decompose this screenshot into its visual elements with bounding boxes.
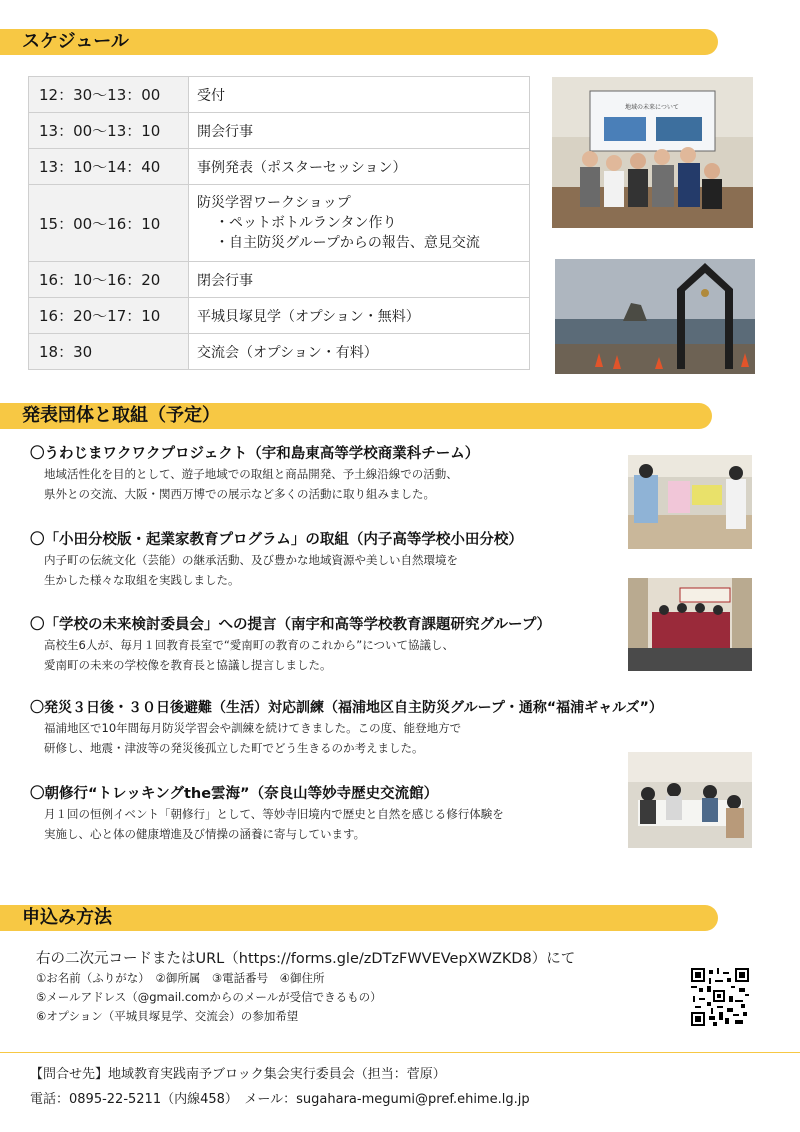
schedule-desc-workshop: [189, 185, 530, 262]
presentation-title: 〇朝修行“トレッキングthe雲海”（奈良山等妙寺歴史交流館）: [30, 786, 439, 802]
asa-shugyo-meeting-photo: [628, 752, 752, 848]
schedule-row: [29, 113, 530, 149]
group-presentation-photo: [552, 77, 753, 228]
schedule-row: [29, 334, 530, 370]
schedule-time: 13：00〜13：10: [29, 113, 189, 149]
presentation-title: 〇「小田分校版・起業家教育プログラム」の取組（内子高等学校小田分校）: [30, 532, 523, 548]
apply-item: ①お名前（ふりがな） ②御所属 ③電話番号 ④御住所: [36, 971, 325, 985]
apply-title: 申込み方法: [22, 907, 112, 928]
groups-title: 発表団体と取組（予定）: [22, 405, 220, 426]
presentation-text: 内子町の伝統文化（芸能）の継承活動、及び豊かな地域資源や美しい自然環境を: [44, 553, 458, 567]
uwajima-project-photo: [628, 455, 752, 549]
schedule-time: 12：30〜13：00: [29, 77, 189, 113]
schedule-sub-item: ・自主防災グループからの報告、意見交流: [215, 235, 480, 251]
schedule-title: スケジュール: [22, 31, 129, 52]
presentation-text: 月１回の恒例イベント「朝修行」として、等妙寺旧境内で歴史と自然を感じる修行体験を: [44, 807, 504, 821]
schedule-row: [29, 262, 530, 298]
schedule-time: 15：00〜16：10: [29, 185, 189, 262]
apply-lead-text: 右の二次元コードまたはURL（https://forms.gle/zDTzFWVEVepXWZKD8）にて: [36, 951, 576, 967]
presentation-item: [30, 698, 663, 758]
presentation-text: 高校生6人が、毎月１回教育長室で“愛南町の教育のこれから”について協議し、: [44, 638, 454, 652]
presentation-item: [30, 530, 523, 590]
presentation-text: 福浦地区で10年間毎月防災学習会や訓練を続けてきました。この度、能登地方で: [44, 721, 462, 735]
presentation-item: [30, 444, 479, 504]
schedule-desc: 交流会（オプション・有料）: [189, 334, 530, 370]
apply-item: ⑤メールアドレス（@gmail.comからのメールが受信できるもの）: [36, 990, 382, 1004]
schedule-desc: 事例発表（ポスターセッション）: [189, 149, 530, 185]
slide-text: 地域の未来について: [625, 104, 679, 111]
footer-divider: [0, 1052, 800, 1053]
schedule-time: 16：20〜17：10: [29, 298, 189, 334]
schedule-sub-item: ・ペットボトルランタン作り: [215, 215, 397, 231]
presentation-text: 研修し、地震・津波等の発災後孤立した町でどう生きるのか考えました。: [44, 741, 424, 755]
schedule-desc: 開会行事: [189, 113, 530, 149]
presentation-text: 地域活性化を目的として、遊子地域での取組と商品開発、予土線沿線での活動、: [44, 467, 458, 481]
schedule-time: 16：10〜16：20: [29, 262, 189, 298]
schedule-time: 13：10〜14：40: [29, 149, 189, 185]
coastal-monument-photo: [555, 259, 755, 374]
schedule-row: [29, 149, 530, 185]
contact-details: 電話：0895-22-5211（内線458） メール：sugahara-megumi@pref.ehime.lg.jp: [30, 1092, 530, 1107]
schedule-row: [29, 298, 530, 334]
presentation-title: 〇うわじまワクワクプロジェクト（宇和島東高等学校商業科チーム）: [30, 446, 480, 462]
presentation-text: 生かした様々な取組を実践しました。: [44, 573, 240, 587]
schedule-desc: 受付: [189, 77, 530, 113]
schedule-desc: 閉会行事: [189, 262, 530, 298]
presentation-item: [30, 784, 504, 844]
qr-code-icon[interactable]: [691, 968, 749, 1026]
schedule-time: 18：30: [29, 334, 189, 370]
presentation-text: 実施し、心と体の健康増進及び情操の涵養に寄与しています。: [44, 827, 366, 841]
apply-item: ⑥オプション（平城貝塚見学、交流会）の参加希望: [36, 1009, 299, 1023]
schedule-table: [28, 76, 530, 370]
schedule-desc: 防災学習ワークショップ: [197, 195, 351, 211]
apply-section: [36, 949, 575, 1026]
contact-heading: 【問合せ先】地域教育実践南予ブロック集会実行委員会（担当：菅原）: [30, 1067, 446, 1082]
presentation-title: 〇「学校の未来検討委員会」への提言（南宇和高等学校教育課題研究グループ）: [30, 617, 551, 633]
schedule-row: [29, 77, 530, 113]
presentation-title: 〇発災３日後・３０日後避難（生活）対応訓練（福浦地区自主防災グループ・通称“福浦ギャルズ”）: [30, 700, 663, 716]
schedule-row: [29, 185, 530, 262]
presentation-text: 県外との交流、大阪・関西万博での展示など多くの活動に取り組みました。: [44, 487, 435, 501]
presentation-item: [30, 615, 551, 675]
oda-branch-photo: [628, 578, 752, 671]
schedule-desc: 平城貝塚見学（オプション・無料）: [189, 298, 530, 334]
presentation-text: 愛南町の未来の学校像を教育長と協議し提言しました。: [44, 658, 332, 672]
